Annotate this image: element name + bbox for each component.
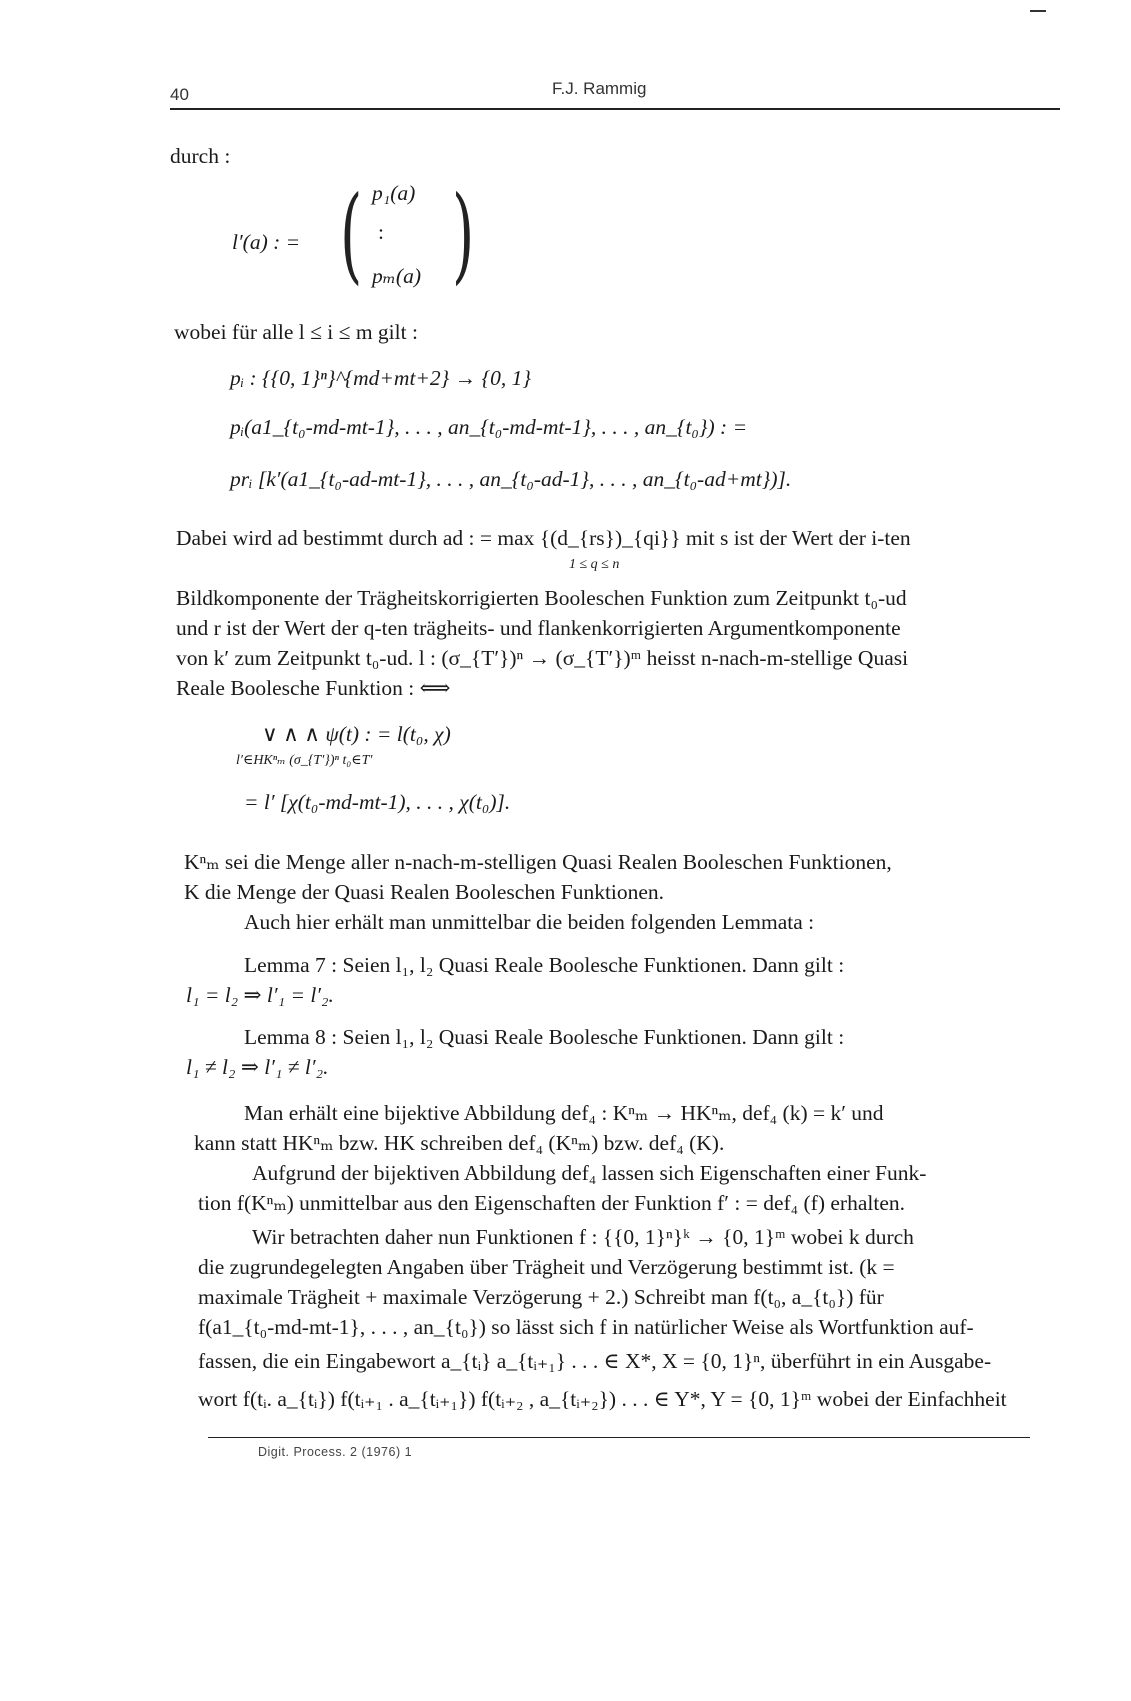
text-line: Reale Boolesche Funktion : ⟺ [176,676,451,700]
corner-mark [1030,10,1046,12]
right-paren: ) [452,173,475,295]
formula-line: : [378,220,384,244]
text-line: Aufgrund der bijektiven Abbildung def₄ lassen sich Eigenschaften einer Funk- [252,1161,927,1185]
page-number: 40 [170,85,189,104]
formula-subscript: 1 ≤ q ≤ n [569,557,620,572]
text-line: Man erhält eine bijektive Abbildung def₄ : Kⁿₘ → HKⁿₘ, def₄ (k) = k′ und [244,1101,884,1125]
formula-line: l₁ ≠ l₂ ⇒ l′₁ ≠ l′₂. [186,1055,329,1079]
text-line: wort f(tᵢ. a_{tᵢ}) f(tᵢ₊₁ . a_{tᵢ₊₁}) f(tᵢ₊₂ , a_{tᵢ₊₂}) . . . ∈ Y*, Y = {0, 1}ᵐ wobei der Einfachheit [198,1387,1007,1411]
text-line: wobei für alle l ≤ i ≤ m gilt : [174,320,418,344]
formula-line: p₁(a) [372,181,416,205]
text-line: kann statt HKⁿₘ bzw. HK schreiben def₄ (Kⁿₘ) bzw. def₄ (K). [194,1131,725,1155]
formula-line: l₁ = l₂ ⇒ l′₁ = l′₂. [186,983,334,1007]
text-line: maximale Trägheit + maximale Verzögerung + 2.) Schreibt man f(t₀, a_{t₀}) für [198,1285,884,1309]
text-line: Bildkomponente der Trägheitskorrigierten Booleschen Funktion zum Zeitpunkt t₀-ud [176,586,907,610]
text-line: und r ist der Wert der q-ten trägheits- und flankenkorrigierten Argumentkomponente [176,616,901,640]
formula-line: pₘ(a) [372,264,422,288]
footer-citation: Digit. Process. 2 (1976) 1 [258,1445,413,1459]
text-line: f(a1_{t₀-md-mt-1}, . . . , an_{t₀}) so lässt sich f in natürlicher Weise als Wortfunktion auf- [198,1315,974,1339]
text-line: Dabei wird ad bestimmt durch ad : = max {(d_{rs})_{qi}} mit s ist der Wert der i-ten [176,526,911,550]
header-rule [170,108,1060,110]
text-line: Auch hier erhält man unmittelbar die beiden folgenden Lemmata : [244,910,815,934]
text-line: von k′ zum Zeitpunkt t₀-ud. l : (σ_{T′})ⁿ → (σ_{T′})ᵐ heisst n-nach-m-stellige Quasi [176,646,909,670]
formula-line: pᵢ : {{0, 1}ⁿ}^{md+mt+2} → {0, 1} [230,366,531,390]
text-line: Wir betrachten daher nun Funktionen f : {{0, 1}ⁿ}ᵏ → {0, 1}ᵐ wobei k durch [252,1225,914,1249]
lemma-8: Lemma 8 : Seien l₁, l₂ Quasi Reale Boolesche Funktionen. Dann gilt : [244,1025,845,1049]
running-head-author: F.J. Rammig [552,79,647,98]
left-paren: ( [340,173,363,295]
lemma-7: Lemma 7 : Seien l₁, l₂ Quasi Reale Boolesche Funktionen. Dann gilt : [244,953,845,977]
footer-rule [208,1437,1030,1438]
formula-line: l′(a) : = [232,230,301,254]
text-line: durch : [170,144,231,168]
formula-line: ∨ ∧ ∧ ψ(t) : = l(t₀, χ) [262,722,451,746]
formula-line: prᵢ [k′(a1_{t₀-ad-mt-1}, . . . , an_{t₀-ad-1}, . . . , an_{t₀-ad+mt})]. [230,467,792,491]
formula-line: = l′ [χ(t₀-md-mt-1), . . . , χ(t₀)]. [244,790,511,814]
text-line: tion f(Kⁿₘ) unmittelbar aus den Eigenschaften der Funktion f′ : = def₄ (f) erhalten. [198,1191,905,1215]
formula-subscript: l′∈HKⁿₘ (σ_{T′})ⁿ t₀∈T′ [236,753,373,768]
text-line: die zugrundegelegten Angaben über Trägheit und Verzögerung bestimmt ist. (k = [198,1255,895,1279]
text-line: fassen, die ein Eingabewort a_{tᵢ} a_{tᵢ₊₁} . . . ∈ X*, X = {0, 1}ⁿ, überführt in ein Ausgabe- [198,1349,992,1373]
text-line: Kⁿₘ sei die Menge aller n-nach-m-stelligen Quasi Realen Booleschen Funktionen, [184,850,892,874]
formula-line: pᵢ(a1_{t₀-md-mt-1}, . . . , an_{t₀-md-mt-1}, . . . , an_{t₀}) : = [230,415,748,439]
text-line: K die Menge der Quasi Realen Booleschen Funktionen. [184,880,665,904]
